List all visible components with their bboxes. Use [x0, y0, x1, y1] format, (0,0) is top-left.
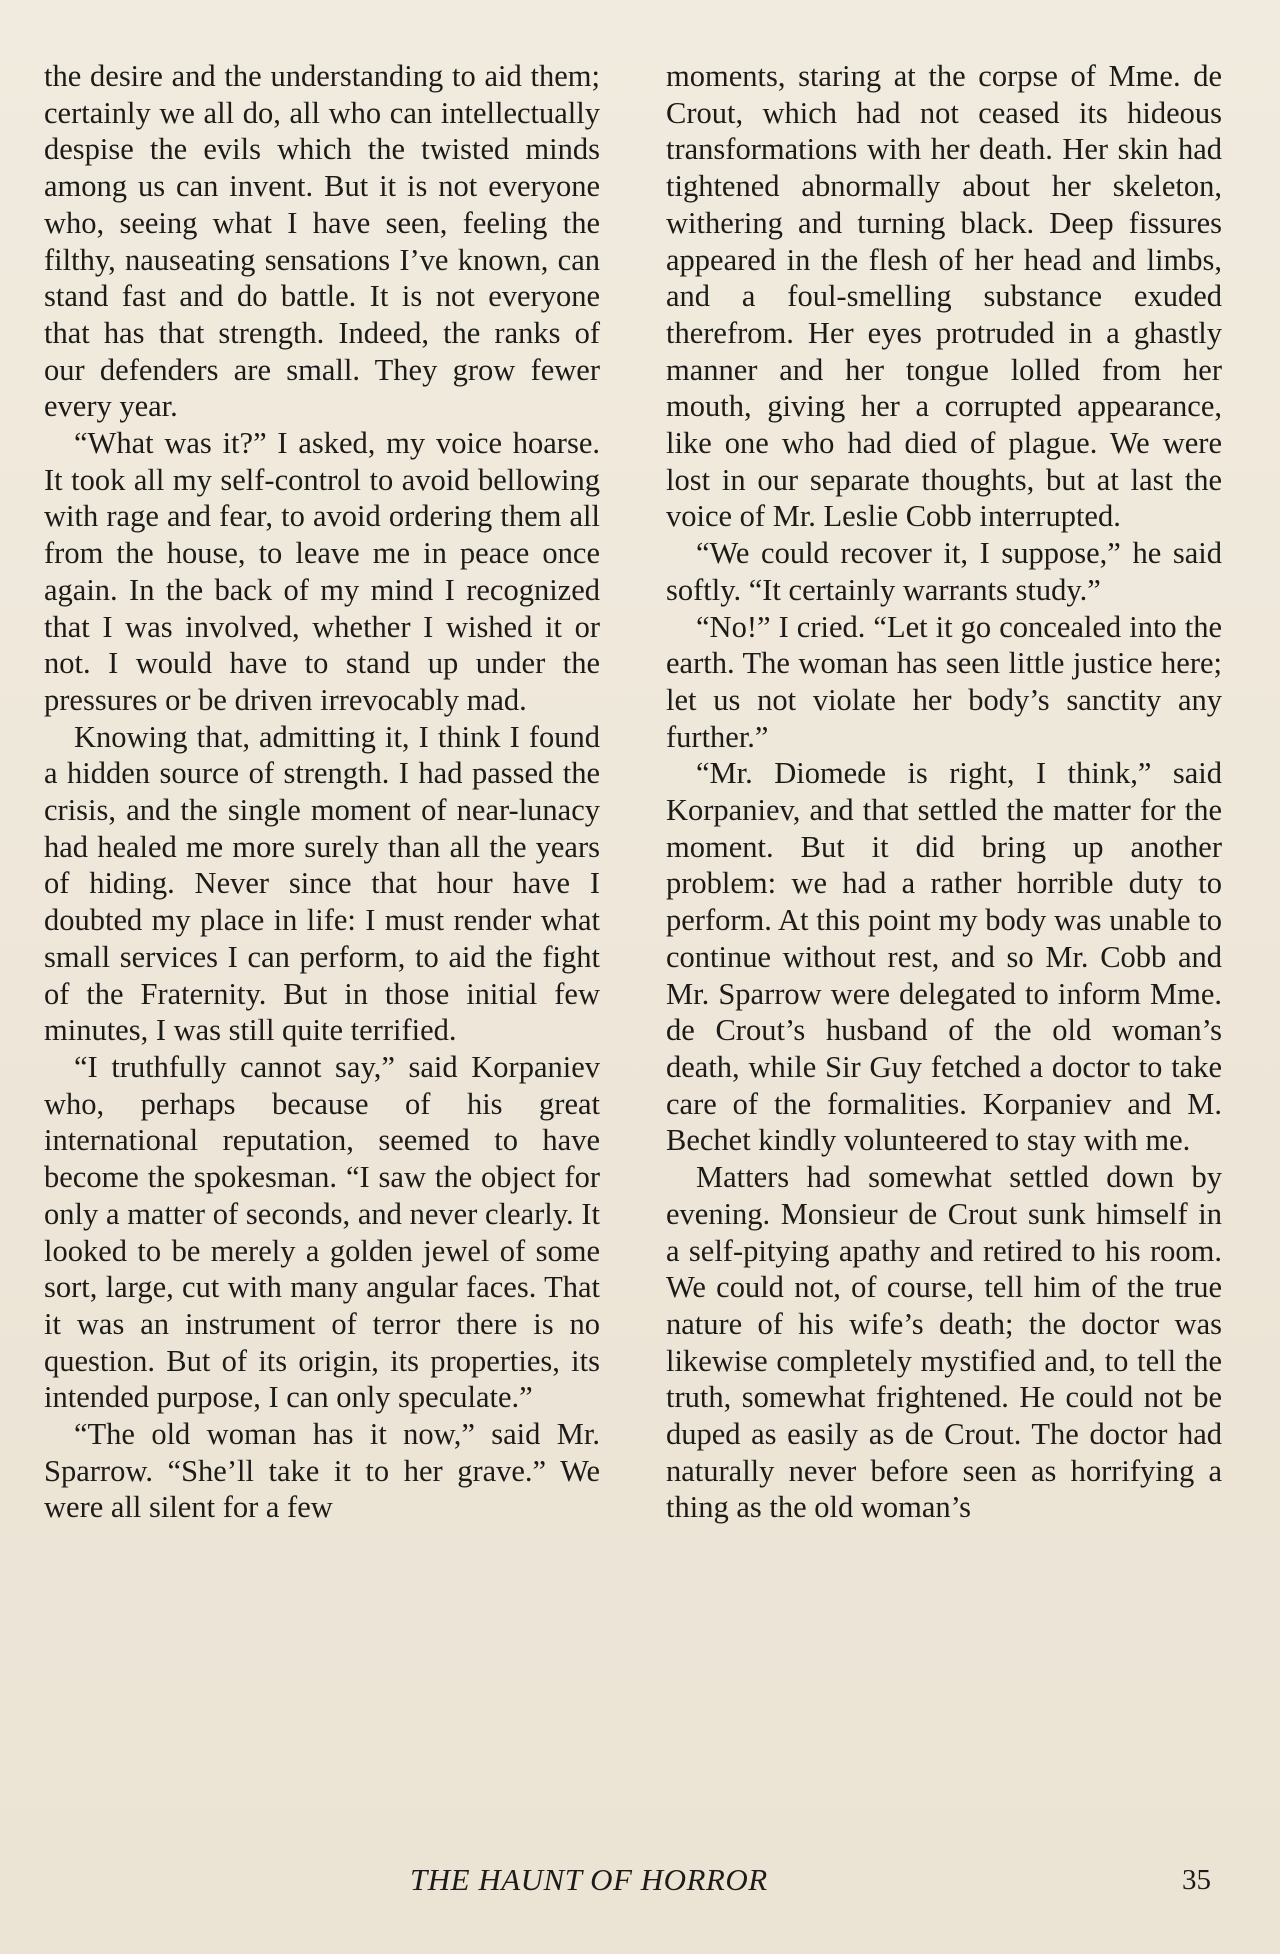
paragraph: “We could recover it, I suppose,” he said softly. “It certainly warrants study.”	[666, 536, 1222, 607]
paragraph: “Mr. Diomede is right, I think,” said Korpaniev, and that settled the matter for the moment. But it did bring up another problem: we had a rather horrible duty to perform. At this point my body was unable to continue without rest, and so Mr. Cobb and Mr. Sparrow were delegated to inform Mme. de Crout’s husband of the old woman’s death, while Sir Guy fetched a doctor to take care of the formalities. Korpaniev and M. Bechet kindly volunteered to stay with me.	[666, 756, 1222, 1158]
left-text-column	[44, 58, 600, 1526]
paragraph: Knowing that, admitting it, I think I found a hidden source of strength. I had passed the crisis, and the single moment of near-lunacy had healed me more surely than all the years of hiding. Never since that hour have I doubted my place in life: I must render what small services I can perform, to aid the fight of the Fraternity. But in those initial few minutes, I was still quite terrified.	[44, 719, 600, 1048]
paragraph: Matters had somewhat settled down by evening. Monsieur de Crout sunk himself in a self-pitying apathy and retired to his room. We could not, of course, tell him of the true nature of his wife’s death; the doctor was likewise completely mystified and, to tell the truth, somewhat frightened. He could not be duped as easily as de Crout. The doctor had naturally never before seen as horrifying a thing as the old woman’s	[666, 1160, 1222, 1525]
paragraph: “What was it?” I asked, my voice hoarse. It took all my self-control to avoid bellowing with rage and fear, to avoid ordering them all from the house, to leave me in peace once again. In the back of my mind I recognized that I was involved, whether I wished it or not. I would have to stand up under the pressures or be driven irrevocably mad.	[44, 426, 600, 717]
paragraph: moments, staring at the corpse of Mme. de Crout, which had not ceased its hideous transformations with her death. Her skin had tightened abnormally about her skeleton, withering and turning black. Deep fissures appeared in the flesh of her head and limbs, and a foul-smelling substance exuded therefrom. Her eyes protruded in a ghastly manner and her tongue lolled from her mouth, giving her a corrupted appearance, like one who had died of plague. We were lost in our separate thoughts, but at last the voice of Mr. Leslie Cobb interrupted.	[666, 59, 1222, 534]
right-text-column	[666, 58, 1222, 1526]
paragraph: the desire and the understanding to aid them; certainly we all do, all who can intellectually despise the evils which the twisted minds among us can invent. But it is not everyone who, seeing what I have seen, feeling the filthy, nauseating sensations I’ve known, can stand fast and do battle. It is not everyone that has that strength. Indeed, the ranks of our defenders are small. They grow fewer every year.	[44, 59, 600, 424]
page-number: 35	[1182, 1864, 1211, 1896]
publication-title: THE HAUNT OF HORROR	[410, 1862, 768, 1897]
paragraph: “The old woman has it now,” said Mr. Sparrow. “She’ll take it to her grave.” We were all silent for a few	[44, 1417, 600, 1525]
paragraph: “No!” I cried. “Let it go concealed into the earth. The woman has seen little justice here; let us not violate her body’s sanctity any further.”	[666, 609, 1222, 754]
paragraph: “I truthfully cannot say,” said Korpaniev who, perhaps because of his great international reputation, seemed to have become the spokesman. “I saw the object for only a matter of seconds, and never clearly. It looked to be merely a golden jewel of some sort, large, cut with many angular faces. That it was an instrument of terror there is no question. But of its origin, its properties, its intended purpose, I can only speculate.”	[44, 1049, 600, 1415]
